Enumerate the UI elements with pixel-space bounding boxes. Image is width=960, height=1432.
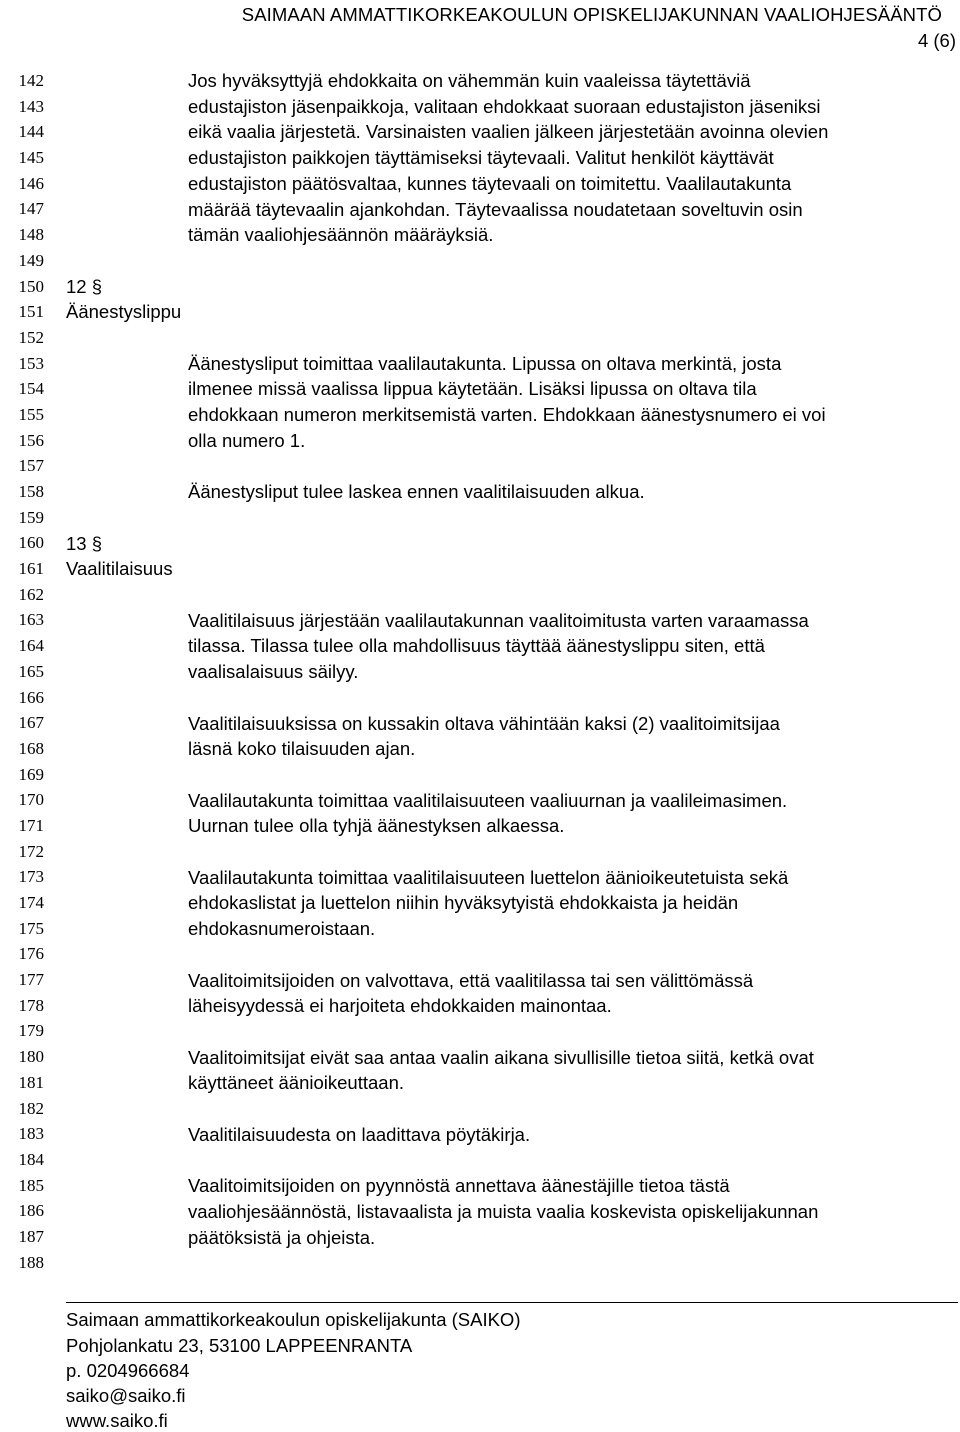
text-line: ehdokasnumeroistaan. — [188, 918, 376, 940]
text-line: läheisyydessä ei harjoiteta ehdokkaiden mainontaa. — [188, 995, 612, 1017]
line-number: 153 — [18, 353, 44, 373]
text-line: ilmenee missä vaalissa lippua käytetään. Lisäksi lipussa on oltava tila — [188, 378, 757, 400]
line-number: 145 — [18, 148, 44, 168]
footer-phone: p. 0204966684 — [66, 1360, 190, 1381]
section-13-paragraph — [188, 608, 958, 685]
text-line: käyttäneet äänioikeuttaan. — [188, 1072, 404, 1094]
line-number: 158 — [18, 482, 44, 501]
line-number: 169 — [18, 764, 44, 784]
text-line: olla numero 1. — [188, 429, 306, 451]
text-line: läsnä koko tilaisuuden ajan. — [188, 738, 416, 760]
line-number-column — [0, 68, 44, 1275]
text-line: Vaalilautakunta toimittaa vaalitilaisuuteen luettelon äänioikeutetuista sekä — [188, 866, 789, 888]
line-number: 179 — [18, 1021, 44, 1041]
text-line: vaalisalaisuus säilyy. — [188, 661, 359, 683]
line-number: 166 — [18, 687, 44, 707]
line-number: 160 — [18, 533, 44, 553]
line-number: 180 — [18, 1047, 44, 1067]
footer-address: Pohjolankatu 23, 53100 LAPPEENRANTA — [66, 1335, 413, 1356]
text-line: edustajiston paikkojen täyttämiseksi täytevaali. Valitut henkilöt käyttävät — [188, 147, 774, 169]
section-12-number: 12 § — [66, 275, 103, 297]
line-number: 150 — [18, 276, 44, 296]
line-number: 144 — [18, 122, 44, 142]
section-13-paragraph — [188, 1045, 958, 1096]
line-number: 183 — [18, 1124, 44, 1144]
line-number: 187 — [18, 1226, 44, 1246]
text-line: tämän vaaliohjesäännön määräyksiä. — [188, 224, 494, 246]
section-12-paragraph — [188, 479, 958, 505]
line-number: 151 — [18, 302, 44, 322]
line-number: 171 — [18, 815, 44, 835]
line-number: 167 — [18, 713, 44, 733]
section-13-number: 13 § — [66, 532, 103, 554]
section-13-paragraph — [188, 968, 958, 1019]
text-line: Vaalitilaisuus järjestään vaalilautakunnan vaalitoimitusta varten varaamassa — [188, 609, 809, 631]
line-number: 149 — [18, 250, 44, 270]
footer-website[interactable]: www.saiko.fi — [66, 1410, 168, 1431]
line-number: 170 — [18, 790, 44, 810]
line-number: 172 — [18, 841, 44, 861]
section-12-paragraph — [188, 351, 958, 454]
text-line: ehdokkaan numeron merkitsemistä varten. Ehdokkaan äänestysnumero ei voi — [188, 404, 826, 426]
text-line: Äänestysliput tulee laskea ennen vaalitilaisuuden alkua. — [188, 481, 645, 503]
line-number: 148 — [18, 225, 44, 245]
line-number: 162 — [18, 584, 44, 604]
text-line: Uurnan tulee olla tyhjä äänestyksen alkaessa. — [188, 815, 565, 837]
text-line: Vaalitoimitsijat eivät saa antaa vaalin aikana sivullisille tietoa siitä, ketkä ovat — [188, 1046, 814, 1068]
line-number: 185 — [18, 1175, 44, 1195]
text-line: määrää täytevaalin ajankohdan. Täytevaalissa noudatetaan soveltuvin osin — [188, 198, 803, 220]
line-number: 176 — [18, 944, 44, 964]
line-number: 181 — [18, 1072, 44, 1092]
text-line: päätöksistä ja ohjeista. — [188, 1226, 376, 1248]
line-number: 184 — [18, 1149, 44, 1169]
line-number: 161 — [18, 559, 44, 579]
text-line: Jos hyväksyttyjä ehdokkaita on vähemmän kuin vaaleissa täytettäviä — [188, 70, 751, 91]
line-number: 182 — [18, 1098, 44, 1118]
line-number: 188 — [18, 1252, 44, 1272]
text-line: Vaalitoimitsijoiden on pyynnöstä annettava äänestäjille tietoa tästä — [188, 1175, 730, 1197]
line-number: 142 — [18, 71, 44, 90]
line-number: 156 — [18, 430, 44, 450]
footer-organization: Saimaan ammattikorkeakoulun opiskelijakunta (SAIKO) — [66, 1309, 521, 1330]
section-13-paragraph — [188, 711, 958, 762]
text-line: Vaalilautakunta toimittaa vaalitilaisuuteen vaaliuurnan ja vaalileimasimen. — [188, 789, 788, 811]
text-line: Äänestysliput toimittaa vaalilautakunta. Lipussa on oltava merkintä, josta — [188, 352, 782, 374]
line-number: 165 — [18, 661, 44, 681]
section-13-paragraph — [188, 788, 958, 839]
text-line: edustajiston jäsenpaikkoja, valitaan ehdokkaat suoraan edustajiston jäseniksi — [188, 95, 821, 117]
text-line: Vaalitilaisuuksissa on kussakin oltava vähintään kaksi (2) vaalitoimitsijaa — [188, 712, 780, 734]
line-number: 143 — [18, 96, 44, 116]
footer-divider — [66, 1302, 958, 1303]
intro-paragraph — [188, 68, 958, 248]
footer-email[interactable]: saiko@saiko.fi — [66, 1385, 186, 1406]
line-number: 175 — [18, 918, 44, 938]
section-13-paragraph — [188, 865, 958, 942]
line-number: 159 — [18, 507, 44, 527]
line-number: 157 — [18, 456, 44, 476]
line-number: 186 — [18, 1201, 44, 1221]
text-line: edustajiston päätösvaltaa, kunnes täytevaali on toimitettu. Vaalilautakunta — [188, 172, 792, 194]
line-number: 163 — [18, 610, 44, 630]
section-13-paragraph — [188, 1122, 958, 1148]
section-13-paragraph — [188, 1173, 958, 1250]
line-number: 164 — [18, 636, 44, 656]
document-header-title: SAIMAAN AMMATTIKORKEAKOULUN OPISKELIJAKUNNAN VAALIOHJESÄÄNTÖ — [241, 4, 942, 25]
line-number: 146 — [18, 173, 44, 193]
text-line: vaaliohjesäännöstä, listavaalista ja muista vaalia koskevista opiskelijakunnan — [188, 1200, 819, 1222]
page-number: 4 (6) — [917, 30, 956, 51]
line-number: 173 — [18, 867, 44, 887]
line-number: 178 — [18, 995, 44, 1015]
section-12-title: Äänestyslippu — [66, 301, 182, 323]
text-line: eikä vaalia järjestetä. Varsinaisten vaalien jälkeen järjestetään avoinna olevien — [188, 121, 829, 143]
line-number: 155 — [18, 404, 44, 424]
line-number: 177 — [18, 970, 44, 990]
line-number: 147 — [18, 199, 44, 219]
section-13-title: Vaalitilaisuus — [66, 558, 173, 580]
line-number: 168 — [18, 738, 44, 758]
line-number: 154 — [18, 379, 44, 399]
text-line: Vaalitoimitsijoiden on valvottava, että vaalitilassa tai sen välittömässä — [188, 969, 754, 991]
line-number: 152 — [18, 327, 44, 347]
text-line: Vaalitilaisuudesta on laadittava pöytäkirja. — [188, 1123, 531, 1145]
text-line: ehdokaslistat ja luettelon niihin hyväksytyistä ehdokkaista ja heidän — [188, 892, 739, 914]
text-line: tilassa. Tilassa tulee olla mahdollisuus täyttää äänestyslippu siten, että — [188, 635, 765, 657]
line-number: 174 — [18, 893, 44, 912]
